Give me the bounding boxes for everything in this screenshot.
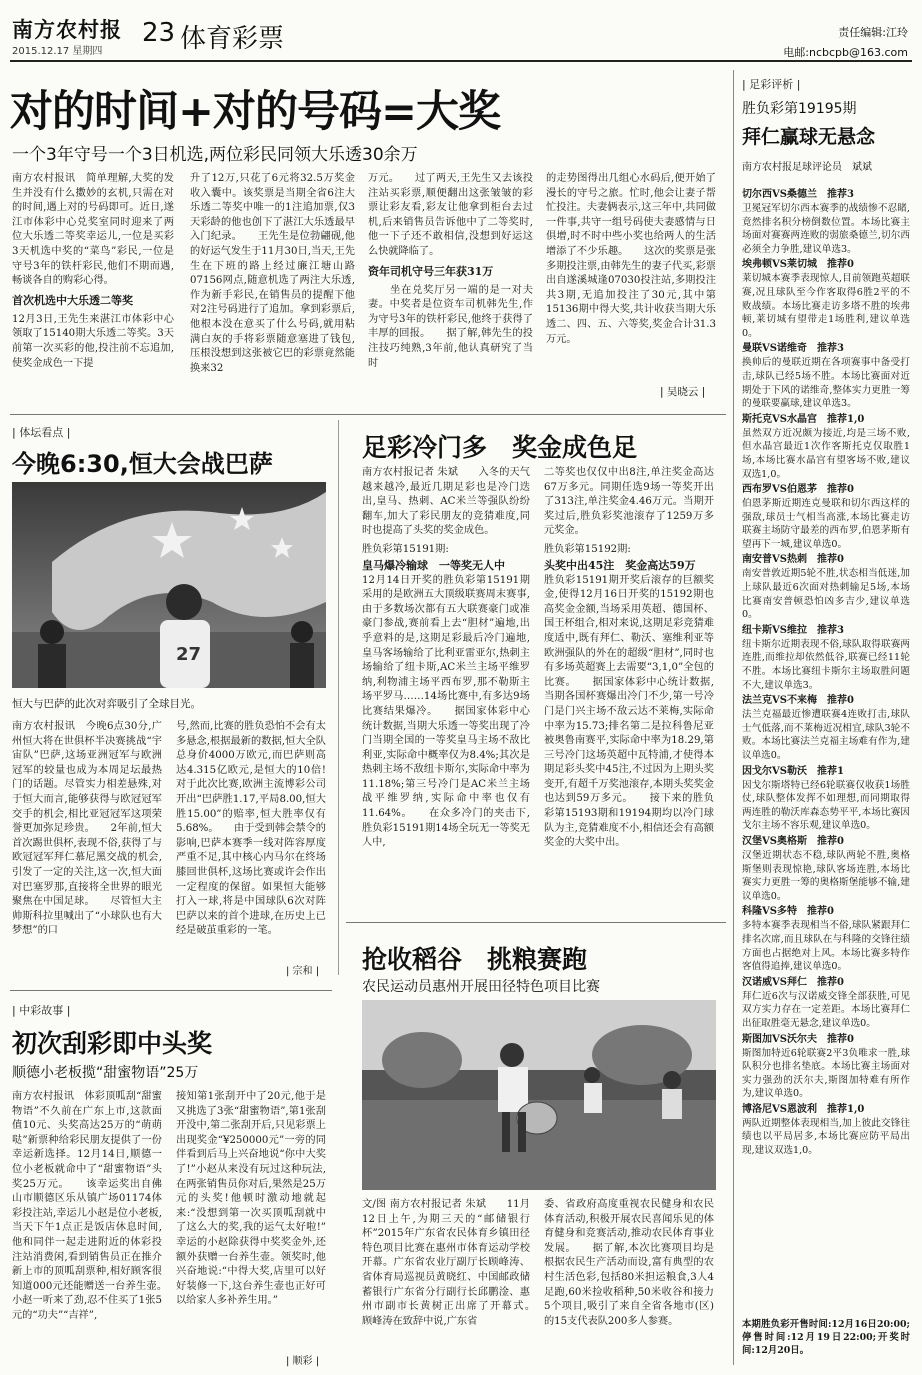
match-analysis: 法兰克福最近惨遭联赛4连败打击,球队士气低落,而不莱梅近况相宜,球队3轮不败。本场比赛法兰克福主场难有作为,建议单选0。 [742,709,910,761]
column-divider [733,70,734,1365]
match-analysis: 汉堡近期状态不稳,球队两轮不胜,奥格斯堡则表现惊艳,球队客场连胜,本场比赛实力更胜一筹的奥格斯堡能够不输,建议单选0。 [742,849,910,902]
zucai-divider [338,420,339,975]
evergrande-headline: 今晚6:30,恒大会战巴萨 [12,450,273,478]
evergrande-caption: 恒大与巴萨的此次对弈吸引了全球目光。 [12,698,201,710]
match-analysis: 伯恩茅斯近期连克曼联和切尔西这样的强敌,球员士气相当高涨,本场比赛走访联赛主场防守最差的西布罗,伯恩茅斯有望再下一城,建议单选0。 [742,498,910,550]
match-analysis: 换帅后的曼联近期在各项赛事中备受打击,球队已经5场不胜。本场比赛面对近期处于下风的诺维奇,整体实力更胜一筹的曼联要赢球,建议单选3。 [742,357,910,410]
zucai-sub2: 胜负彩第15192期: [544,543,631,555]
match-analysis: 多特本赛季表现相当不俗,球队紧跟拜仁排名次席,而且球队在与科隆的交锋往绩方面也占据绝对上风。本场比赛多特作客值得追捧,建议单选0。 [742,920,910,973]
match-heading: 博洛尼VS恩波利 推荐1,0 [742,1103,865,1115]
scratch-subtitle: 顺德小老板揽“甜蜜物语”25万 [12,1065,199,1081]
harvest-subtitle: 农民运动员惠州开展田径特色项目比赛 [362,979,600,995]
match-heading: 切尔西VS桑德兰 推荐3 [742,189,854,200]
player-flag-image [12,482,326,688]
evergrande-col-2: 号,然而,比赛的胜负恐怕不会有太多悬念,根据最新的数据,恒大全队总身价4000万欧元,而巴萨则高达4.315亿欧元,是恒大的10倍!对于此次比赛,欧洲主流博彩公司开出“巴萨胜1.17,平局8.00,恒大胜15.00”的赔率,恒大胜率仅有5.68%。 由于受到韩会禁令的影响,巴萨本赛季一线对阵容厚度严重不足,其中核心内马尔在终场膝回世俱杯,这场比赛或许会作出一定程度的保留。如果恒大能够打入一球,将是中国球队6次对阵巴萨以来的首个进球,在历史上已经是破茧重彩的一笔。 [176,721,326,937]
main-subhead-2: 资年司机守号三年获31万 [368,264,494,278]
match-heading: 西布罗VS伯恩茅 推荐0 [742,484,854,496]
match-heading: 法兰克VS不来梅 推荐0 [742,695,854,707]
svg-text:27: 27 [176,644,202,665]
editor-credit: 责任编辑:江玲 [838,26,908,39]
zucai-sub2b: 头奖中出45注 奖金高达59万 [544,558,696,572]
match-heading: 斯图加VS沃尔夫 推荐0 [742,1033,854,1045]
zucai-col-1: 南方农村报记者 朱斌 入冬的天气越来越冷,最近几期足彩也是冷门迭出,皇马、热刺、AC米兰等强队纷纷翻车,加大了彩民朋友的竞猜难度,同时也提高了头奖的奖金成色。 胜负彩第15191期: 皇马爆冷输球 一等奖无人中 12月14日开奖的胜负彩第15191期采用的是欧洲五大顶级联赛周末赛事,由于多数场次都有五大联赛豪门或准豪门参战,赛前看上去“胆材”遍地,出乎意料的是,这期足彩最后冷门遍地,皇马客场输给了比利亚雷亚尔,热刺主场输给了纽卡斯,AC米兰主场平维罗纳,利物浦主场平西布罗,那不勒斯主场平罗马……14场比赛中,有多达9场比赛结果爆冷。 据国家体彩中心统计数据,当期大乐透一等奖出现了冷门当期全国的一等奖皇马主场不敌比利亚,实际命中概率仅为8.4%;其次是热刺主场不敌纽卡斯尔,实际命中率为11.18%;第三号冷门是AC米兰主场战平维罗纳,实际命中率也仅有11.64%。 在众多冷门的夹击下,胜负彩15191期14场全玩无一等奖无人中, [362,467,530,849]
right-author: 南方农村报足球评论员 斌斌 [742,162,872,173]
match-analysis: 因戈尔斯塔特已经6轮联赛仅收获1场胜仗,球队整体发挥不如理想,而同期取得两连胜的勒沃库森态势平平,本场比赛因戈尔主场不容乐观,建议单选0。 [742,779,910,832]
scratch-headline: 初次刮彩即中头奖 [12,1029,213,1058]
match-analysis: 纽卡斯尔近期表现不俗,球队取得联赛两连胜,而维拉却依然低谷,联赛已经11轮不胜。本场比赛纽卡斯尔主场取胜问题不大,建议单选3。 [742,638,910,691]
zucai-col-2: 二等奖也仅仅中出8注,单注奖金高达67万多元。同期任选9场一等奖开出了313注,单注奖金4.46万元。当期开奖过后,胜负彩奖池滚存了1259万多元奖金。 胜负彩第15192期: 头奖中出45注 奖金高达59万 胜负彩15191期开奖后滚存的巨额奖金,使得12月16日开奖的15192期也高奖金金额,当场采用英超、德国杯、国王杯组合,相对来说,这期足彩竞猜难度适中,既有拜仁、勒沃、塞维利亚等欧洲强队的外在的超级“胆材”,同时也有多场英超赛上去需要“3,1,0”全包的比赛。 据国家体彩中心统计数据,当期各国杯赛爆出冷门不少,第一号冷门是门兴主场不敌云达不莱梅,实际命中率为15.73;排名第二是拉科鲁尼亚被奥鲁南赛平,实际命中率为18.29,第三号冷门这场英超中瓦特浦,才使得本期足彩头奖中45注,不过因为上期头奖变开,有超千万奖池滚存,本期头奖奖金也达到59万多元。 接下来的胜负彩第15193期和19194期均以冷门球队为主,竞猜难度不小,相信还会有高额奖金的大奖中出。 [544,467,714,849]
match-heading: 斯托克VS水晶宫 推荐1,0 [742,413,865,425]
match-heading: 曼联VS诺维奇 推荐3 [742,343,844,355]
match-heading: 埃弗顿VS莱切城 推荐0 [742,259,854,271]
main-col-3: 万元。 过了两天,王先生又去该投注站买彩票,顺便翻出这张皱皱的彩票让彩友看,彩友让他拿到柜台去过机,后来销售员告诉他中了二等奖时,他一下子还不敢相信,没想到好运这么快就降临了。 资年司机守号三年获31万 坐在兑奖厅另一端的是一对夫妻。中奖者是位资车司机韩先生,作为守号3年的铁杆彩民,他终于获得了丰厚的回报。 据了解,韩先生的投注技巧纯熟,3年前,他认真研究了当时 [368,173,533,369]
main-subheadline: 一个3年守号一个3日机选,两位彩民同领大乐透30余万 [12,145,418,165]
zucai-headline: 足彩冷门多 奖金成色足 [362,433,638,462]
zucai-sub1b: 皇马爆冷输球 一等奖无人中 [362,558,505,572]
match-analysis: 南安普敦近期5轮不胜,状态相当低迷,加上球队最近6次面对热刺输足5场,本场比赛南安普顿恐怕凶多吉少,建议单选0。 [742,568,910,621]
scratch-col-2: 接知第1张刮开中了20元,他于是又挑选了3张“甜蜜物语”,第1张刮开没中,第二张刮开后,只见彩票上出现奖金“¥250000元”一旁的同伴看到后马上兴奋地说“你中大奖了!”小赵从来没有玩过这种玩法,在两张销售员你对后,果然是25万元的头奖!他顿时激动地就起来:“没想到第一次买顶呱刮就中了这么大的奖,我的运气太好啦!” 幸运的小赵除获得中奖奖金外,还额外获赠一台养生壶。领奖时,他兴奋地说:“中得大奖,店里可以好好装修一下,这台养生壶也正好可以给家人多补养生用。” [176,1091,326,1307]
right-tag: | 足彩评析 | [742,78,801,91]
main-col-2: 升了12万,只花了6元将32.5万奖金收入囊中。该奖票是当期全省6注大乐透二等奖中唯一的1注追加票,仅3天彩龄的他也创下了湛江大乐透最早入门纪录。 王先生是位勃翩砚,他的好运气发生于11月30日,当天,王先生在下班的路上经过廉江塘山路07156网点,随意机选了两注大乐透,作为新手彩民,在销售员的提醒下他对2注号码进行了追加。拿到彩票后,他根本没在意买了什么号码,就用粘满白灰的手将彩票随意塞进了钱包,压根没想到这张被它巴的彩票竟然能换来32 [190,173,355,374]
match-heading: 科隆VS多特 推荐0 [742,906,834,918]
header-rule [10,60,912,62]
scratch-tag: | 中彩故事 | [12,1004,71,1017]
contact-email: 电邮:ncbcpb@163.com [783,46,908,59]
evergrande-col-1: 南方农村报讯 今晚6点30分,广州恒大将在世俱杯半决赛挑战“宇宙队”巴萨,这场亚洲冠军与欧洲冠军的较量也成为本周足坛最热门的话题。尽管实力相差悬殊,对于恒大而言,能够获得与欧冠冠军交手的机会,相比亚冠冠军这项荣誉更加弥足珍贵。 2年前,恒大首次踢世俱杯,表现不俗,获得了与欧冠冠军拜仁慕尼黑交战的机会,引发了一定的关注,这一次,恒大面对巴塞罗那,直接将全世界的眼光聚焦在中国足球。 尽管恒大主帅斯科拉里喊出了“小球队也有大梦想”的口 [12,721,162,937]
match-analysis: 拜仁近6次与汉诺威交锋全部获胜,可见双方实力存在一定差距。本场比赛拜仁出征取胜毫无悬念,建议单选0。 [742,990,910,1029]
page-number: 23 [142,18,176,48]
right-headline: 拜仁赢球无悬念 [742,126,876,148]
issue-date: 2015.12.17 星期四 [12,46,103,57]
match-analysis: 卫冕冠军切尔西本赛季的战绩惨不忍睹,竟然排名积分榜倒数位置。本场比赛主场面对赛赛两连败的弱旅桑德兰,切尔西必须全力争胜,建议单选3。 [742,203,910,255]
evergrande-byline: | 宗和 | [286,966,320,977]
main-byline: | 吴晓云 | [660,386,706,398]
runners-image [362,1000,716,1190]
section-title: 体育彩票 [180,24,285,54]
section-rule-3 [346,922,726,923]
match-heading: 汉诺威VS拜仁 推荐0 [742,976,844,988]
scratch-byline: | 顺彩 | [286,1356,320,1367]
evergrande-photo [12,482,326,688]
newspaper-logo: 南方农村报 [12,17,122,42]
main-col-1: 南方农村报讯 简单理解,大奖的发生并没有什么擞妙的玄机,只需在对的时间,遇上对的号码即可。近日,遂江市体彩中心兑奖室同时迎来了两位大乐透二等奖幸运儿,一位是买彩3天机选中奖的“菜鸟”彩民,一位是守号3年的铁杆彩民,他们不期而遇,畅谈各自的购彩心得。 首次机选中大乐透二等奖 12月3日,王先生来湛江市体彩中心领取了15140期大乐透二等奖。3天前第一次买彩的他,投注前不忘追加,使奖金成色一下提 [12,173,174,369]
right-issue: 胜负彩第19195期 [742,101,857,117]
section-rule-1 [10,414,726,415]
match-analysis: 莱切城本赛季表现惊人,目前领跑英超联赛,况且球队至今作客取得6胜2平的不败战绩。本场比赛走访多塔不胜的埃弗顿,莱切城有望带走1场胜利,建议单选0。 [742,273,910,339]
match-heading: 因戈尔VS勒沃 推荐1 [742,765,844,777]
evergrande-tag: | 体坛看点 | [12,426,71,439]
harvest-photo [362,1000,716,1190]
right-footer: 本期胜负彩开售时间:12月16日20:00;停售时间:12月19日22:00;开奖时间:12月20日。 [742,1319,910,1356]
main-headline: 对的时间+对的号码=大奖 [10,87,501,137]
match-heading: 汉堡VS奥格斯 推荐0 [742,835,844,847]
zucai-sub1: 胜负彩第15191期: [362,543,449,555]
match-list [742,186,910,1330]
match-heading: 南安普VS热刺 推荐0 [742,554,844,566]
match-analysis: 斯图加特近6轮联赛2平3负唯求一胜,球队积分也排名垫底。本场比赛主场面对实力强劲的沃尔夫,斯图加特难有所作为,建议单选0。 [742,1047,910,1100]
main-col-4: 的走势图得出几组心水码后,便开始了漫长的守号之旅。忙时,他会让妻子帮忙投注。夫妻俩表示,这三年中,共同做一件事,共守一组号码使夫妻感情与日俱增,时不时中些小奖也给两人的生活增添了不少乐趣。 这次的奖票是张多期投注票,由韩先生的妻子代买,彩票出自遂溪城逢07030投注站,多期投注共3期,无追加投注了30元,其中第15136期中得大奖,共计收获当期大乐透二、四、五、六等奖,奖金合计31.3万元。 [546,173,716,345]
match-analysis: 虽然双方近况颇为接近,均是三场不败,但水晶宫最近1次作客斯托克仅取胜1场,本场比赛水晶宫有望客场不败,建议双选1,0。 [742,427,910,480]
scratch-col-1: 南方农村报讯 体彩顶呱刮“甜蜜物语”不久前在广东上市,这款面值10元、头奖高达25万的“萌萌哒”新票种给彩民朋友提供了一份幸运新选择。12月14日,顺德一位小老板就命中了“甜蜜物语”头奖25万元。 该幸运奖出自佛山市顺德区乐从镇广场01174体彩投注站,幸运儿小赵是位小老板,当天下午1点正是饭店休息时间,他和同伴一起走进附近的体彩投注站消费闲,看到销售员正在推介新上市的顶呱刮票种,相好顾客很知道000元还能赠送一台养生壶。 小赵一听来了劲,忍不住买了1张5元的“功夫”“吉祥”, [12,1091,162,1321]
harvest-col-1: 文/图 南方农村报记者 朱斌 11月12日上午,为期三天的“邮储银行杯”2015年广东省农民体育乡镇田径特色项目比赛在惠州市体育运动学校开幕。广东省农业厅副厅长顾峰涛、省体育局巡视员黄晓红、中国邮政储蓄银行广东省分行副行长邱鹏淦、惠州市副市长黄树正出席了开幕式。 顾峰涛在致辞中说,广东省 [362,1199,530,1327]
match-analysis: 两队近期整体表现相当,加上彼此交锋往绩也以平局居多,本场比赛应防平局出现,建议双选1,0。 [742,1117,910,1157]
harvest-headline: 抢收稻谷 挑粮赛跑 [362,945,588,974]
section-rule-2 [10,990,332,991]
match-heading: 纽卡斯VS维拉 推荐3 [742,624,844,636]
harvest-col-2: 委、省政府高度重视农民健身和农民体育活动,积极开展农民喜闻乐见的体育健身和竞赛活动,推动农民体育事业发展。 据了解,本次比赛项目均是根据农民生产活动而设,富有典型的农村生活色彩,包括80米担运粮食,3人4足跑,60米捡收稻种,50米收谷和接力5个项目,吸引了来自全省各地市(区)的15支代表队200多人参赛。 [544,1199,714,1327]
main-subhead-1: 首次机选中大乐透二等奖 [12,293,133,307]
